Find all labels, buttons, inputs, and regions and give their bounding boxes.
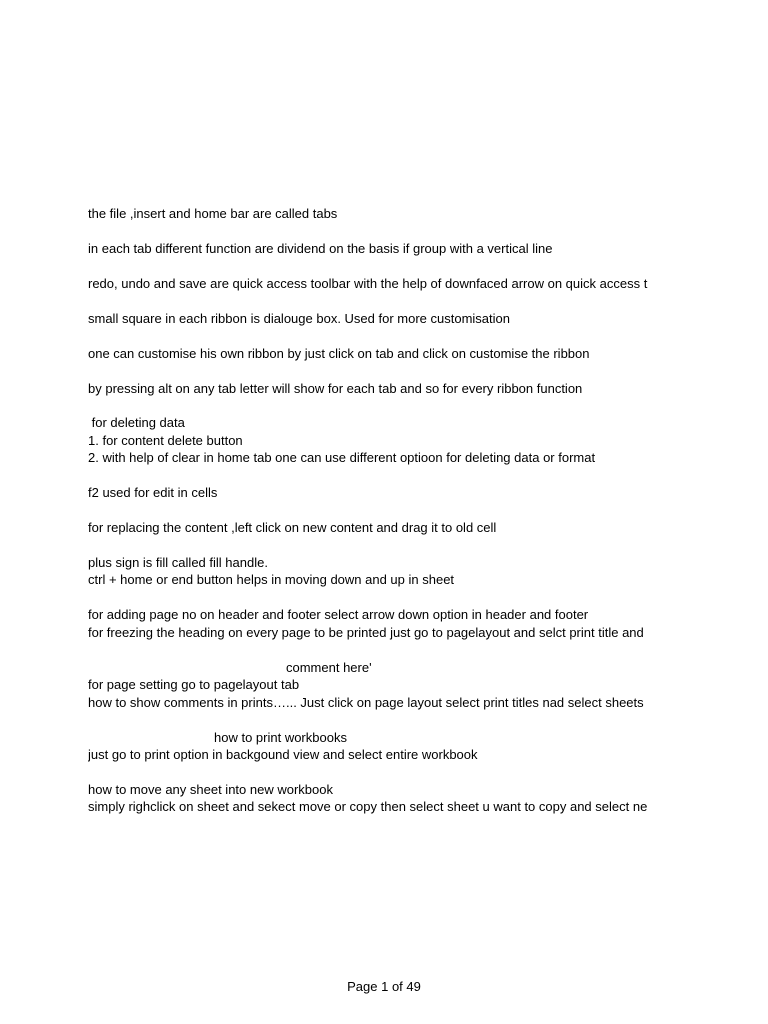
text-line: the file ,insert and home bar are called tabs	[88, 206, 338, 221]
text-line: for replacing the content ,left click on new content and drag it to old cell	[88, 520, 497, 535]
text-line: simply righclick on sheet and sekect move or copy then select sheet u want to copy and select ne	[88, 799, 648, 814]
text-line: how to print workbooks	[214, 730, 347, 745]
text-line: how to move any sheet into new workbook	[88, 782, 333, 797]
text-line: for freezing the heading on every page to be printed just go to pagelayout and selct print title and	[88, 625, 644, 640]
text-line: for deleting data	[88, 415, 185, 430]
text-line: 1. for content delete button	[88, 433, 243, 448]
text-line: how to show comments in prints…... Just click on page layout select print titles nad select sheets	[88, 695, 644, 710]
text-line: just go to print option in backgound view and select entire workbook	[88, 747, 478, 762]
text-line: for page setting go to pagelayout tab	[88, 677, 300, 692]
text-line: comment here'	[286, 660, 372, 675]
document-body	[88, 0, 681, 1024]
text-line: f2 used for edit in cells	[88, 485, 218, 500]
text-line: by pressing alt on any tab letter will show for each tab and so for every ribbon function	[88, 381, 583, 396]
page-number-footer: Page 1 of 49	[347, 979, 421, 994]
text-line: in each tab different function are dividend on the basis if group with a vertical line	[88, 241, 553, 256]
text-line: small square in each ribbon is dialouge box. Used for more customisation	[88, 311, 510, 326]
text-line: 2. with help of clear in home tab one can use different optioon for deleting data or format	[88, 450, 596, 465]
text-line: redo, undo and save are quick access toolbar with the help of downfaced arrow on quick access t	[88, 276, 648, 291]
text-line: ctrl + home or end button helps in moving down and up in sheet	[88, 572, 455, 587]
text-line: plus sign is fill called fill handle.	[88, 555, 268, 570]
text-line: one can customise his own ribbon by just click on tab and click on customise the ribbon	[88, 346, 590, 361]
text-line: for adding page no on header and footer select arrow down option in header and footer	[88, 607, 589, 622]
